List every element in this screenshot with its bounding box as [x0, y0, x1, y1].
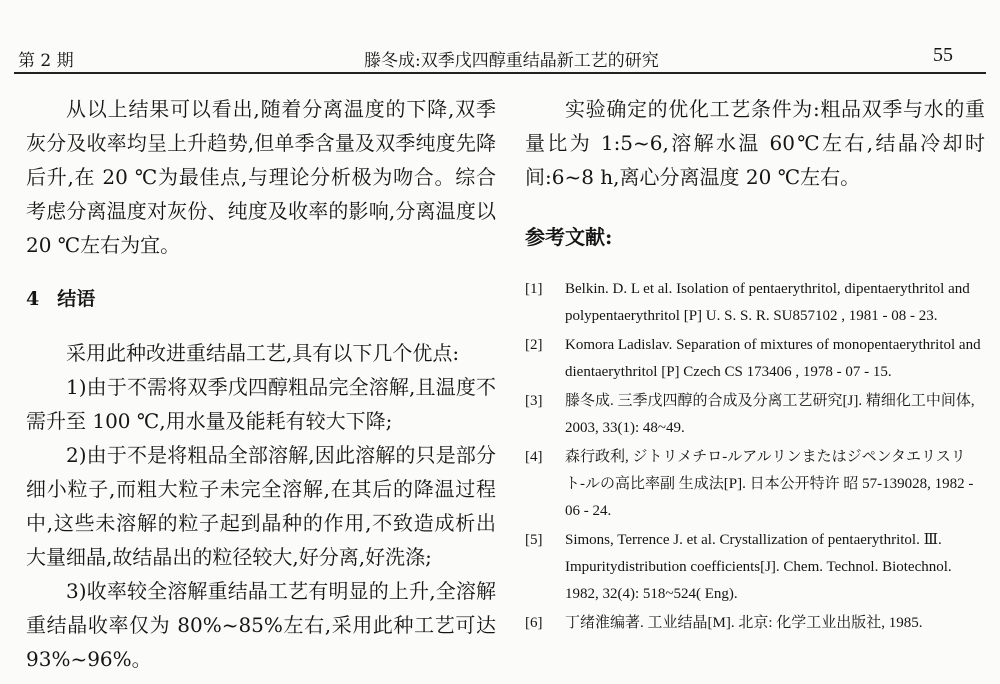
reference-text: Belkin. D. L et al. Isolation of pentaerythritol, dipentaerythritol and polypentaerythritol [P] U. S. S. R. SU857102 , 1981 - 08 - 23. — [565, 281, 970, 324]
header-rule — [14, 72, 986, 74]
reference-item — [525, 276, 985, 330]
advantage-point-1: 1)由于不需将双季戊四醇粗品完全溶解,且温度不需升至 100 ℃,用水量及能耗有较大下降; — [26, 375, 496, 433]
reference-number: [5] — [525, 532, 543, 548]
reference-item — [525, 527, 985, 608]
reference-number: [1] — [525, 281, 543, 297]
reference-list — [525, 276, 985, 637]
reference-number: [3] — [525, 393, 543, 409]
section-title: 结语 — [57, 288, 96, 310]
advantage-point-2: 2)由于不是将粗品全部溶解,因此溶解的只是部分细小粒子,而粗大粒子未完全溶解,在其后的降温过程中,这些未溶解的粒子起到晶种的作用,不致造成析出大量细晶,故结晶出的粒径较大,好分离,好洗涤; — [26, 443, 496, 569]
reference-text: 滕冬成. 三季戊四醇的合成及分离工艺研究[J]. 精细化工中间体, 2003, 33(1): 48~49. — [565, 393, 975, 436]
references-heading: 参考文献: — [525, 225, 613, 249]
reference-number: [6] — [525, 615, 543, 631]
reference-item — [525, 444, 985, 525]
advantage-point-3: 3)收率较全溶解重结晶工艺有明显的上升,全溶解重结晶收率仅为 80%~85%左右,采用此种工艺可达 93%~96%。 — [26, 579, 496, 671]
reference-text: 丁绪淮编著. 工业结晶[M]. 北京: 化学工业出版社, 1985. — [565, 615, 923, 631]
running-title: 滕冬成:双季戊四醇重结晶新工艺的研究 — [364, 51, 659, 71]
section-heading — [26, 282, 496, 316]
conclusion-paragraph: 实验确定的优化工艺条件为:粗品双季与水的重量比为 1:5~6,溶解水温 60℃左右,结晶冷却时间:6~8 h,离心分离温度 20 ℃左右。 — [525, 97, 985, 189]
left-column — [26, 92, 496, 676]
section-number: 4 — [26, 288, 40, 310]
advantages-intro: 采用此种改进重结晶工艺,具有以下几个优点: — [66, 341, 460, 365]
results-paragraph: 从以上结果可以看出,随着分离温度的下降,双季灰分及收率均呈上升趋势,但单季含量及双季纯度先降后升,在 20 ℃为最佳点,与理论分析极为吻合。综合考虑分离温度对灰份、纯度及收率的影响,分离温度以 20 ℃左右为宜。 — [26, 97, 496, 257]
issue-label: 第 2 期 — [18, 51, 74, 71]
reference-item — [525, 610, 985, 637]
page-header — [0, 0, 1000, 72]
right-column — [525, 92, 985, 639]
reference-text: 森行政利, ジトリメチロ-ルアルリンまたはジペンタエリスリト-ルの高比率副 生成法[P]. 日本公开特许 昭 57-139028, 1982 - 06 - 24. — [565, 449, 974, 519]
reference-item — [525, 388, 985, 442]
reference-text: Simons, Terrence J. et al. Crystallization of pentaerythritol. Ⅲ. Impuritydistribution coefficients[J]. Chem. Technol. Biotechnol. 1982, 32(4): 518~524( Eng). — [565, 532, 952, 602]
page-number: 55 — [933, 44, 953, 66]
reference-number: [2] — [525, 337, 543, 353]
reference-text: Komora Ladislav. Separation of mixtures of monopentaerythritol and dientaerythritol [P] Czech CS 173406 , 1978 - 07 - 15. — [565, 337, 981, 380]
reference-item — [525, 332, 985, 386]
reference-number: [4] — [525, 449, 543, 465]
